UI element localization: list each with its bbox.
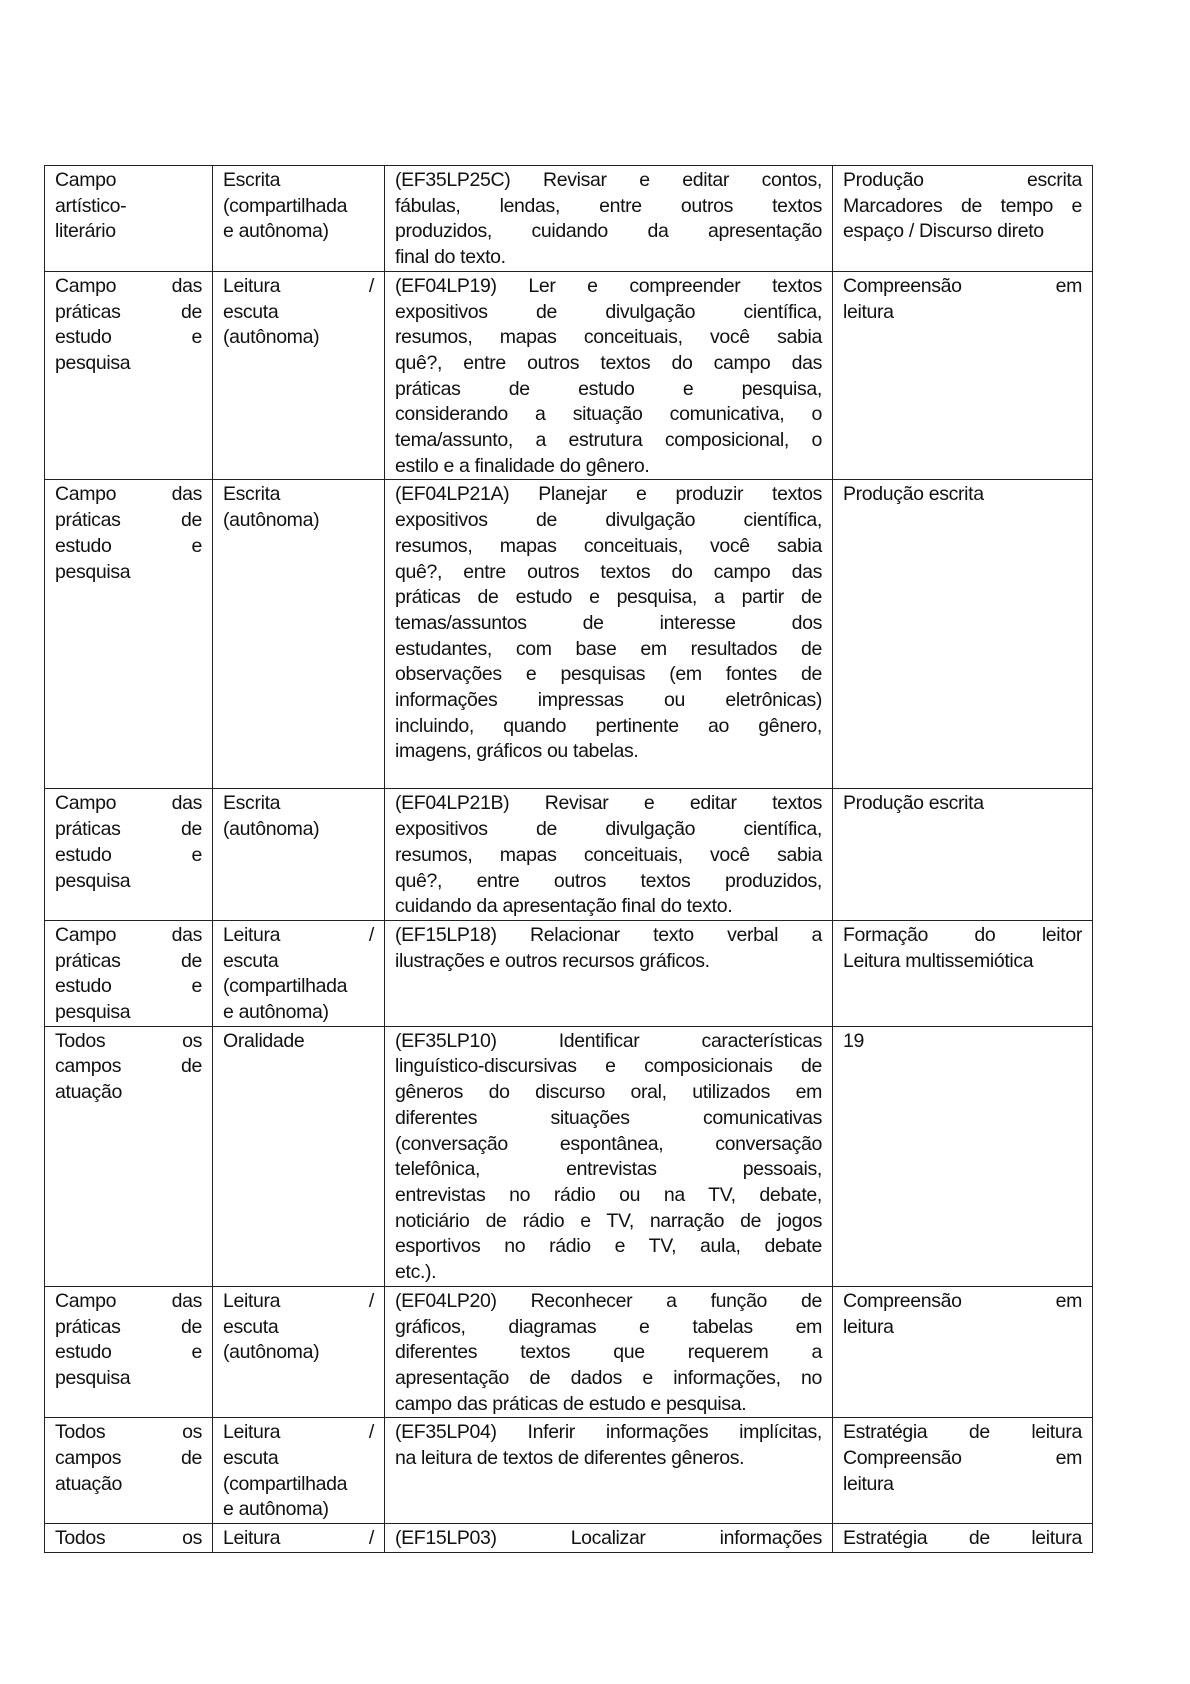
- cell-text-line: apresentação de dados e informações, no: [395, 1366, 822, 1389]
- cell-text-line: Escrita: [223, 169, 281, 191]
- table-row: [45, 789, 1093, 921]
- cell-text-line: (autônoma): [223, 818, 320, 841]
- cell-text-line: campos de: [55, 1055, 202, 1078]
- cell-text-line: resumos, mapas conceituais, você sabia: [395, 326, 822, 349]
- cell-text-line: Produção escrita: [843, 792, 984, 815]
- practice-cell: [213, 920, 385, 1026]
- table-row: [45, 1026, 1093, 1286]
- cell-text-line: Produção escrita: [843, 483, 984, 506]
- cell-text-line: estudo e: [55, 534, 202, 557]
- cell-text-line: pesquisa: [55, 1366, 131, 1389]
- cell-text-line: fábulas, lendas, entre outros textos: [395, 194, 822, 217]
- cell-text-line: Escrita: [223, 792, 281, 815]
- cell-text-line: Campo das: [55, 483, 202, 506]
- skill-cell: [385, 1026, 833, 1286]
- cell-text-line: espaço / Discurso direto: [843, 220, 1044, 243]
- cell-text-line: Compreensão em: [843, 274, 1082, 297]
- practice-cell: [213, 789, 385, 921]
- cell-text-line: Produção escrita: [843, 169, 1082, 191]
- skill-cell: [385, 1524, 833, 1553]
- cell-text-line: Estratégia de leitura: [843, 1421, 1082, 1444]
- cell-text-line: entrevistas no rádio ou na TV, debate,: [395, 1183, 822, 1206]
- practice-cell: [213, 1026, 385, 1286]
- cell-text-line: Compreensão em: [843, 1447, 1082, 1470]
- cell-text-line: incluindo, quando pertinente ao gênero,: [395, 714, 822, 737]
- cell-text-line: Compreensão em: [843, 1289, 1082, 1312]
- cell-text-line: pesquisa: [55, 351, 131, 374]
- cell-text-line: produzidos, cuidando da apresentação: [395, 220, 822, 243]
- cell-text-line: Campo: [55, 169, 117, 191]
- cell-text-line: (EF35LP25C) Revisar e editar contos,: [395, 169, 822, 191]
- field-cell: [45, 166, 213, 272]
- cell-text-line: 19: [843, 1029, 864, 1052]
- cell-text-line: noticiário de rádio e TV, narração de jogos: [395, 1209, 822, 1232]
- cell-text-line: imagens, gráficos ou tabelas.: [395, 740, 639, 763]
- cell-text-line: final do texto.: [395, 246, 506, 269]
- practice-cell: [213, 1524, 385, 1553]
- skill-cell: [385, 271, 833, 480]
- object-cell: [833, 1286, 1093, 1418]
- object-cell: [833, 271, 1093, 480]
- cell-text-line: estudo e: [55, 326, 202, 349]
- cell-text-line: leitura: [843, 1315, 894, 1338]
- cell-text-line: telefônica, entrevistas pessoais,: [395, 1158, 822, 1181]
- cell-text-line: ilustrações e outros recursos gráficos.: [395, 949, 710, 972]
- cell-text-line: quê?, entre outros textos do campo das: [395, 351, 822, 374]
- practice-cell: [213, 166, 385, 272]
- cell-text-line: leitura: [843, 1472, 894, 1495]
- cell-text-line: práticas de: [55, 300, 202, 323]
- table-row: [45, 1286, 1093, 1418]
- skill-cell: [385, 920, 833, 1026]
- cell-text-line: Leitura /: [223, 274, 374, 297]
- object-cell: [833, 166, 1093, 272]
- cell-text-line: estudantes, com base em resultados de: [395, 637, 822, 660]
- cell-text-line: leitura: [843, 300, 894, 323]
- cell-text-line: diferentes textos que requerem a: [395, 1341, 822, 1364]
- object-cell: [833, 1418, 1093, 1524]
- cell-text-line: resumos, mapas conceituais, você sabia: [395, 843, 822, 866]
- skill-cell: [385, 480, 833, 789]
- cell-text-line: na leitura de textos de diferentes gêneros.: [395, 1447, 745, 1470]
- field-cell: [45, 1418, 213, 1524]
- skill-cell: [385, 166, 833, 272]
- field-cell: [45, 1524, 213, 1553]
- skill-cell: [385, 1418, 833, 1524]
- cell-text-line: Todos os: [55, 1421, 202, 1444]
- object-cell: [833, 1026, 1093, 1286]
- field-cell: [45, 789, 213, 921]
- cell-text-line: diferentes situações comunicativas: [395, 1106, 822, 1129]
- cell-text-line: resumos, mapas conceituais, você sabia: [395, 534, 822, 557]
- object-cell: [833, 1524, 1093, 1553]
- skill-cell: [385, 1286, 833, 1418]
- practice-cell: [213, 1286, 385, 1418]
- cell-text-line: (compartilhada: [223, 194, 348, 217]
- cell-text-line: (autônoma): [223, 509, 320, 532]
- table-row: [45, 1418, 1093, 1524]
- cell-text-line: Estratégia de leitura: [843, 1527, 1082, 1550]
- cell-text-line: escuta: [223, 1315, 279, 1338]
- cell-text-line: Campo das: [55, 792, 202, 815]
- cell-text-line: (autônoma): [223, 1341, 320, 1364]
- cell-text-line: (autônoma): [223, 326, 320, 349]
- cell-text-line: campo das práticas de estudo e pesquisa.: [395, 1392, 747, 1415]
- cell-text-line: artístico-: [55, 194, 127, 217]
- cell-text-line: Leitura /: [223, 1421, 374, 1444]
- skill-cell: [385, 789, 833, 921]
- object-cell: [833, 920, 1093, 1026]
- cell-text-line: (EF04LP21A) Planejar e produzir textos: [395, 483, 822, 506]
- cell-text-line: observações e pesquisas (em fontes de: [395, 663, 822, 686]
- field-cell: [45, 1026, 213, 1286]
- field-cell: [45, 271, 213, 480]
- cell-text-line: (EF15LP03) Localizar informações: [395, 1527, 822, 1550]
- cell-text-line: (EF04LP19) Ler e compreender textos: [395, 274, 822, 297]
- cell-text-line: atuação: [55, 1081, 122, 1104]
- table-row: [45, 1524, 1093, 1553]
- cell-text-line: pesquisa: [55, 1001, 131, 1024]
- cell-text-line: (EF15LP18) Relacionar texto verbal a: [395, 923, 822, 946]
- cell-text-line: estilo e a finalidade do gênero.: [395, 454, 650, 477]
- field-cell: [45, 480, 213, 789]
- curriculum-table: [44, 165, 1093, 1553]
- cell-text-line: (conversação espontânea, conversação: [395, 1132, 822, 1155]
- practice-cell: [213, 271, 385, 480]
- cell-text-line: estudo e: [55, 1341, 202, 1364]
- cell-text-line: expositivos de divulgação científica,: [395, 300, 822, 323]
- cell-text-line: Formação do leitor: [843, 923, 1082, 946]
- cell-text-line: (EF04LP21B) Revisar e editar textos: [395, 792, 822, 815]
- cell-text-line: quê?, entre outros textos do campo das: [395, 560, 822, 583]
- cell-text-line: Leitura /: [223, 923, 374, 946]
- cell-text-line: Todos os: [55, 1029, 202, 1052]
- cell-text-line: Escrita: [223, 483, 281, 506]
- table-row: [45, 480, 1093, 789]
- cell-text-line: práticas de: [55, 818, 202, 841]
- table-row: [45, 920, 1093, 1026]
- field-cell: [45, 920, 213, 1026]
- cell-text-line: práticas de: [55, 1315, 202, 1338]
- cell-text-line: Leitura multissemiótica: [843, 949, 1034, 972]
- cell-text-line: quê?, entre outros textos produzidos,: [395, 869, 822, 892]
- cell-text-line: atuação: [55, 1472, 122, 1495]
- table-body: [45, 166, 1093, 1553]
- cell-text-line: estudo e: [55, 975, 202, 998]
- cell-text-line: esportivos no rádio e TV, aula, debate: [395, 1235, 822, 1258]
- cell-text-line: práticas de estudo e pesquisa,: [395, 377, 822, 400]
- cell-text-line: etc.).: [395, 1261, 437, 1284]
- cell-text-line: tema/assunto, a estrutura composicional, o: [395, 429, 822, 452]
- cell-text-line: informações impressas ou eletrônicas): [395, 689, 822, 712]
- cell-text-line: cuidando da apresentação final do texto.: [395, 895, 733, 918]
- table-row: [45, 166, 1093, 272]
- cell-text-line: e autônoma): [223, 220, 329, 243]
- cell-text-line: práticas de: [55, 509, 202, 532]
- object-cell: [833, 480, 1093, 789]
- cell-text-line: (EF04LP20) Reconhecer a função de: [395, 1289, 822, 1312]
- cell-text-line: e autônoma): [223, 1001, 329, 1024]
- cell-text-line: expositivos de divulgação científica,: [395, 818, 822, 841]
- cell-text-line: gêneros do discurso oral, utilizados em: [395, 1081, 822, 1104]
- table-row: [45, 271, 1093, 480]
- cell-text-line: Oralidade: [223, 1029, 305, 1052]
- cell-text-line: práticas de: [55, 949, 202, 972]
- cell-text-line: expositivos de divulgação científica,: [395, 509, 822, 532]
- cell-text-line: literário: [55, 220, 116, 243]
- cell-text-line: escuta: [223, 949, 279, 972]
- cell-text-line: práticas de estudo e pesquisa, a partir de: [395, 586, 822, 609]
- cell-text-line: Marcadores de tempo e: [843, 194, 1082, 217]
- cell-text-line: escuta: [223, 300, 279, 323]
- cell-text-line: temas/assuntos de interesse dos: [395, 611, 822, 634]
- cell-text-line: linguístico-discursivas e composicionais de: [395, 1055, 822, 1078]
- cell-text-line: considerando a situação comunicativa, o: [395, 403, 822, 426]
- cell-text-line: (compartilhada: [223, 975, 348, 998]
- cell-text-line: e autônoma): [223, 1498, 329, 1521]
- cell-text-line: Leitura /: [223, 1289, 374, 1312]
- cell-text-line: Todos os: [55, 1527, 202, 1550]
- cell-text-line: Campo das: [55, 923, 202, 946]
- cell-text-line: Leitura /: [223, 1527, 374, 1550]
- cell-text-line: (compartilhada: [223, 1472, 348, 1495]
- object-cell: [833, 789, 1093, 921]
- practice-cell: [213, 1418, 385, 1524]
- cell-text-line: Campo das: [55, 274, 202, 297]
- cell-text-line: escuta: [223, 1447, 279, 1470]
- field-cell: [45, 1286, 213, 1418]
- cell-text-line: (EF35LP10) Identificar características: [395, 1029, 822, 1052]
- practice-cell: [213, 480, 385, 789]
- cell-text-line: pesquisa: [55, 560, 131, 583]
- cell-text-line: estudo e: [55, 843, 202, 866]
- cell-text-line: pesquisa: [55, 869, 131, 892]
- cell-text-line: gráficos, diagramas e tabelas em: [395, 1315, 822, 1338]
- cell-text-line: Campo das: [55, 1289, 202, 1312]
- cell-text-line: (EF35LP04) Inferir informações implícitas,: [395, 1421, 822, 1444]
- cell-text-line: campos de: [55, 1447, 202, 1470]
